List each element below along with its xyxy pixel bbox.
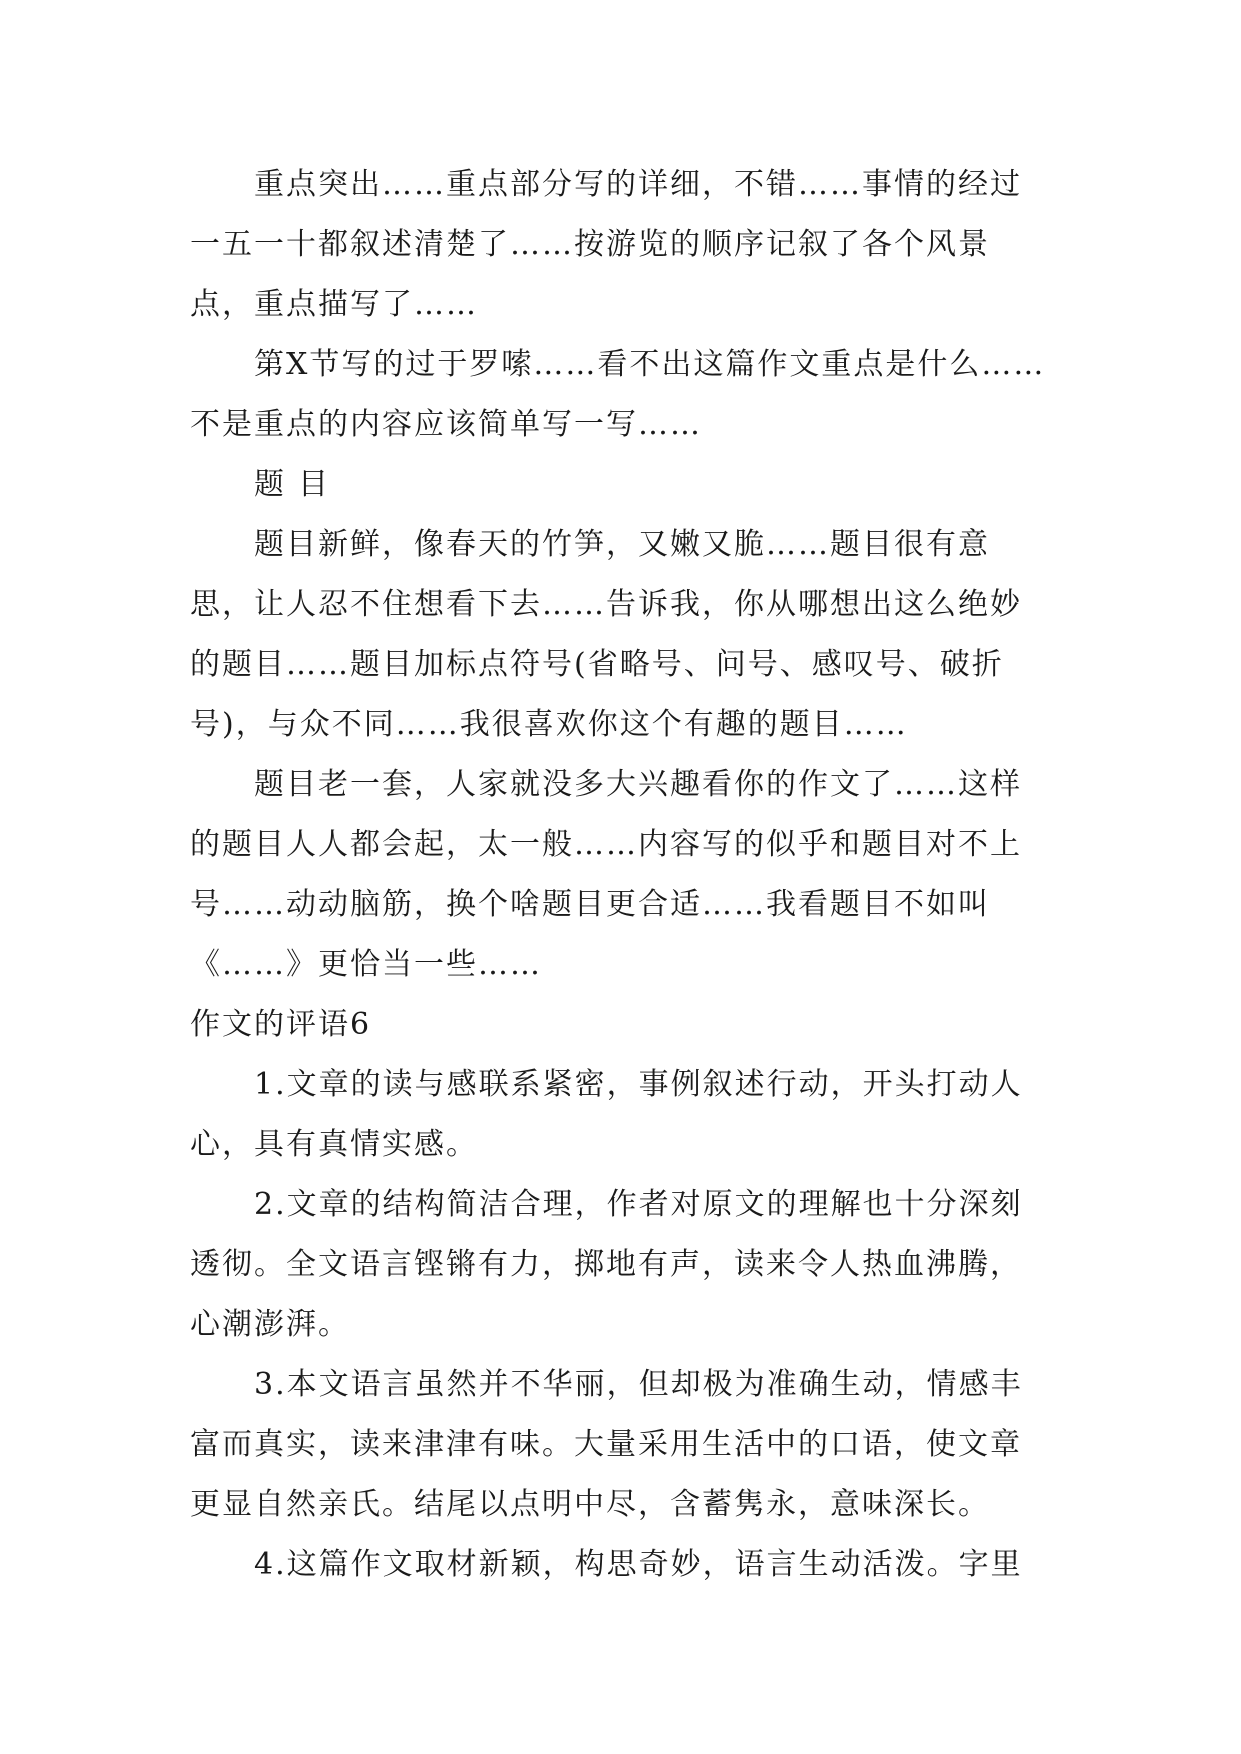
comment-item-2: 2.文章的结构简洁合理，作者对原文的理解也十分深刻透彻。全文语言铿锵有力，掷地有声，读来令人热血沸腾，心潮澎湃。 bbox=[190, 1187, 1023, 1342]
comment-item-3: 3.本文语言虽然并不华丽，但却极为准确生动，情感丰富而真实，读来津津有味。大量采用生活中的口语，使文章更显自然亲氏。结尾以点明中尽，含蓄隽永，意味深长。 bbox=[190, 1367, 1023, 1522]
paragraph-key-points: 重点突出……重点部分写的详细，不错……事情的经过一五一十都叙述清楚了……按游览的顺序记叙了各个风景点，重点描写了…… bbox=[190, 167, 1022, 322]
comment-item-1: 1.文章的读与感联系紧密，事例叙述行动，开头打动人心，具有真情实感。 bbox=[190, 1067, 1023, 1162]
comment-item-4: 4.这篇作文取材新颖，构思奇妙，语言生动活泼。字里 bbox=[254, 1547, 1023, 1582]
paragraph-title-praise: 题目新鲜，像春天的竹笋，又嫩又脆……题目很有意思，让人忍不住想看下去……告诉我，你从哪想出这么绝妙的题目……题目加标点符号(省略号、问号、感叹号、破折号)，与众不同……我很喜欢你这个有趣的题目…… bbox=[190, 527, 1022, 742]
paragraph-title-critique: 题目老一套，人家就没多大兴趣看你的作文了……这样的题目人人都会起，太一般……内容写的似乎和题目对不上号……动动脑筋，换个啥题目更合适……我看题目不如叫《……》更恰当一些…… bbox=[190, 767, 1022, 982]
document-body bbox=[190, 155, 1050, 1595]
paragraph-verbose-section: 第X节写的过于罗嗦……看不出这篇作文重点是什么……不是重点的内容应该简单写一写…… bbox=[190, 347, 1046, 442]
section-heading-comments-6: 作文的评语6 bbox=[190, 1007, 372, 1042]
section-heading-title: 题目 bbox=[254, 467, 342, 502]
